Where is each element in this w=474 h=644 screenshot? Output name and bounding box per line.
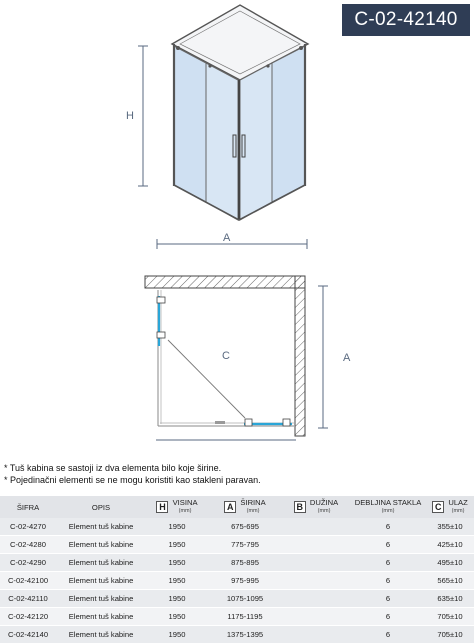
cell-visina: 1950 xyxy=(146,518,208,536)
table-header-row xyxy=(0,496,474,518)
cell-visina: 1950 xyxy=(146,536,208,554)
table-row xyxy=(0,554,474,572)
cell-sifra: C-02-4270 xyxy=(0,518,56,536)
cell-sifra: C-02-4290 xyxy=(0,554,56,572)
plan-center-label: C xyxy=(222,350,230,362)
cell-sirina: 675-695 xyxy=(208,518,282,536)
cell-ulaz: 495±10 xyxy=(426,554,474,572)
cell-sifra: C-02-42140 xyxy=(0,626,56,644)
cell-sirina: 1375-1395 xyxy=(208,626,282,644)
note-1: * Tuš kabina se sastoji iz dva elementa bilo koje širine. xyxy=(4,463,222,473)
cell-duzina xyxy=(282,626,350,644)
cell-sifra: C-02-42120 xyxy=(0,608,56,626)
cell-sifra: C-02-42100 xyxy=(0,572,56,590)
cell-sirina: 1175-1195 xyxy=(208,608,282,626)
cell-opis: Element tuš kabine xyxy=(56,590,146,608)
cell-debljina: 6 xyxy=(350,554,426,572)
col-duzina: B DUŽINA (mm) xyxy=(282,496,350,518)
top-wall xyxy=(145,276,305,288)
height-dimension xyxy=(138,46,148,186)
length-icon: B xyxy=(294,501,306,513)
plan-right-dimension xyxy=(318,286,328,428)
front-width-label: A xyxy=(223,232,231,244)
cell-ulaz: 565±10 xyxy=(426,572,474,590)
cell-opis: Element tuš kabine xyxy=(56,518,146,536)
col-visina: H VISINA (mm) xyxy=(146,496,208,518)
col-ulaz: C ULAZ (mm) xyxy=(426,496,474,518)
entry-diagonal xyxy=(168,340,245,418)
width-icon: A xyxy=(224,501,236,513)
cell-duzina xyxy=(282,608,350,626)
cell-ulaz: 705±10 xyxy=(426,626,474,644)
cell-ulaz: 705±10 xyxy=(426,608,474,626)
cell-duzina xyxy=(282,518,350,536)
cell-visina: 1950 xyxy=(146,572,208,590)
cell-visina: 1950 xyxy=(146,554,208,572)
cell-sifra: C-02-4280 xyxy=(0,536,56,554)
col-sifra: ŠIFRA xyxy=(0,496,56,518)
cell-debljina: 6 xyxy=(350,518,426,536)
cell-ulaz: 355±10 xyxy=(426,518,474,536)
table-row xyxy=(0,536,474,554)
cell-sifra: C-02-42110 xyxy=(0,590,56,608)
height-label: H xyxy=(126,110,134,122)
cell-ulaz: 635±10 xyxy=(426,590,474,608)
cell-opis: Element tuš kabine xyxy=(56,536,146,554)
cell-duzina xyxy=(282,536,350,554)
front-width-dimension xyxy=(157,239,307,249)
plan-right-label: A xyxy=(343,352,351,364)
table-row xyxy=(0,626,474,644)
right-fixed-panel xyxy=(272,46,305,202)
col-debljina: DEBLJINA STAKLA (mm) xyxy=(350,496,426,518)
col-opis: OPIS xyxy=(56,496,146,518)
cell-visina: 1950 xyxy=(146,626,208,644)
cell-sirina: 975-995 xyxy=(208,572,282,590)
cell-visina: 1950 xyxy=(146,608,208,626)
left-fixed-panel xyxy=(174,46,206,202)
cell-duzina xyxy=(282,554,350,572)
table-row xyxy=(0,572,474,590)
cell-debljina: 6 xyxy=(350,536,426,554)
cell-opis: Element tuš kabine xyxy=(56,608,146,626)
table-row xyxy=(0,608,474,626)
cell-visina: 1950 xyxy=(146,590,208,608)
cell-sirina: 1075-1095 xyxy=(208,590,282,608)
cell-opis: Element tuš kabine xyxy=(56,626,146,644)
col-sirina: A ŠIRINA (mm) xyxy=(208,496,282,518)
table-row xyxy=(0,590,474,608)
entry-icon: C xyxy=(432,501,444,513)
spec-table xyxy=(0,496,474,644)
cell-sirina: 875-895 xyxy=(208,554,282,572)
table-row xyxy=(0,518,474,536)
cell-opis: Element tuš kabine xyxy=(56,554,146,572)
cell-duzina xyxy=(282,590,350,608)
cell-debljina: 6 xyxy=(350,572,426,590)
note-2: * Pojedinačni elementi se ne mogu koristiti kao stakleni paravan. xyxy=(4,475,261,485)
cell-debljina: 6 xyxy=(350,590,426,608)
perspective-view xyxy=(172,5,308,220)
cell-duzina xyxy=(282,572,350,590)
right-wall xyxy=(295,276,305,436)
cell-opis: Element tuš kabine xyxy=(56,572,146,590)
cell-ulaz: 425±10 xyxy=(426,536,474,554)
product-code-badge: C-02-42140 xyxy=(342,4,470,36)
cell-debljina: 6 xyxy=(350,608,426,626)
height-icon: H xyxy=(156,501,168,513)
cell-sirina: 775-795 xyxy=(208,536,282,554)
cell-debljina: 6 xyxy=(350,626,426,644)
